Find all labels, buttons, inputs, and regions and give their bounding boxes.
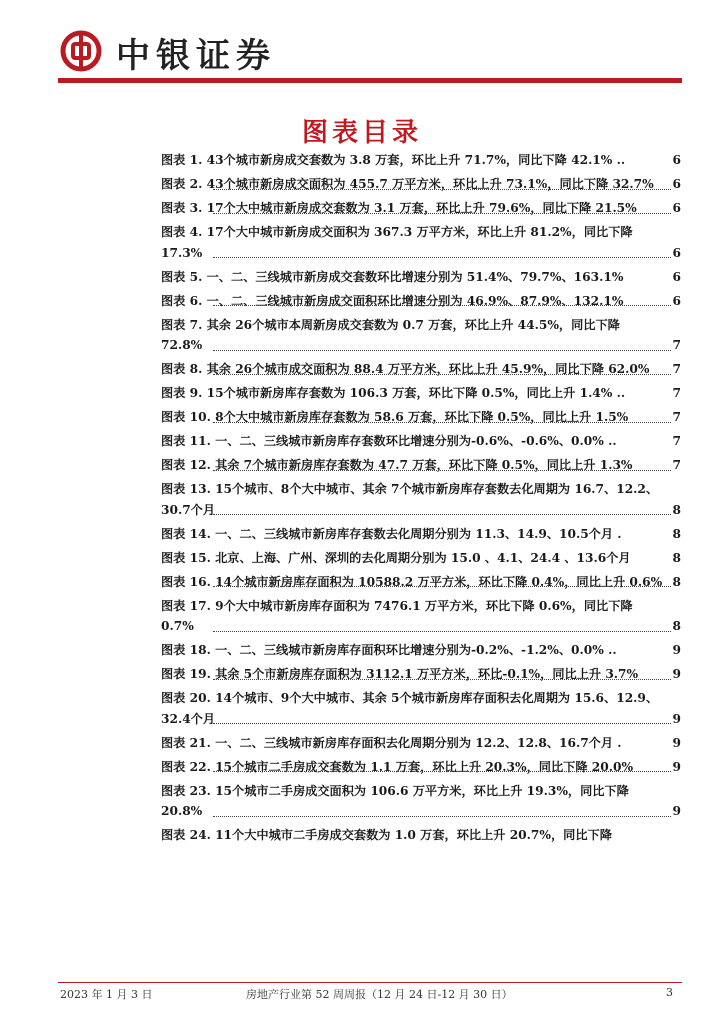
page-title: 图表目录 (301, 118, 422, 148)
toc-entry[interactable] (161, 688, 681, 729)
toc-entry-page: 7 (672, 407, 681, 428)
toc-entry-text: 图表 2. 43个城市新房成交面积为 455.7 万平方米，环比上升 73.1%，同比下降 32.7% (161, 177, 654, 191)
toc-entry[interactable] (161, 407, 681, 428)
toc-leader-dots (213, 470, 671, 471)
toc-entry[interactable] (161, 479, 681, 520)
toc-entry-page: 7 (672, 455, 681, 476)
toc-entry[interactable] (161, 315, 681, 356)
toc-entry-page: 6 (672, 291, 681, 312)
toc-entry-text: 图表 9. 15个城市新房库存套数为 106.3 万套，环比下降 0.5%，同比上升 1.4% .. (161, 386, 626, 400)
toc-leader-dots (213, 679, 671, 680)
toc-entry[interactable] (161, 174, 681, 195)
toc-entry-text: 图表 22. 15个城市二手房成交套数为 1.1 万套，环比上升 20.3%，同比下降 20.0% (161, 759, 634, 774)
toc-entry[interactable] (161, 664, 681, 685)
toc-entry-page: 9 (672, 640, 681, 661)
toc-leader-dots (213, 257, 671, 258)
toc-entry-text: 图表 24. 11个大中城市二手房成交套数为 1.0 万套，环比上升 20.7%，同比下降 (161, 828, 612, 842)
toc-entry-text: 图表 12. 其余 7个城市新房库存套数为 47.7 万套，环比下降 0.5%，同比上升 1.3% (161, 458, 633, 472)
toc-leader-dots (213, 422, 671, 423)
toc-entry-text: 图表 23. 15个城市二手房成交面积为 106.6 万平方米，环比上升 19.3%，同比下降 20.8% (161, 783, 629, 818)
toc-entry-page: 9 (672, 733, 681, 754)
toc-entry[interactable] (161, 267, 681, 288)
table-of-figures (161, 150, 681, 849)
toc-entry-text: 图表 15. 北京、上海、广州、深圳的去化周期分别为 15.0 、4.1、24.4 、13.6个月 (161, 550, 631, 565)
toc-entry-text: 图表 3. 17个大中城市新房成交套数为 3.1 万套，环比上升 79.6%，同比下降 21.5% (161, 201, 637, 215)
footer-report-title: 房地产行业第 52 周周报（12 月 24 日-12 月 30 日） (246, 988, 513, 1001)
toc-leader-dots (213, 723, 671, 724)
toc-entry[interactable] (161, 572, 681, 593)
toc-leader-dots (213, 514, 671, 515)
toc-entry-page: 9 (672, 801, 681, 822)
toc-entry-page: 7 (672, 383, 681, 404)
toc-entry-text: 图表 4. 17个大中城市新房成交面积为 367.3 万平方米，环比上升 81.2%，同比下降 17.3% (161, 225, 633, 260)
toc-entry[interactable] (161, 524, 681, 545)
toc-entry-text: 图表 20. 14个城市、9个大中城市、其余 5个城市新房库存面积去化周期为 15.6、12.9、32.4个月 (161, 691, 659, 726)
toc-entry-text: 图表 7. 其余 26个城市本周新房成交套数为 0.7 万套，环比上升 44.5%，同比下降 72.8% (161, 317, 620, 352)
toc-entry-page: 9 (672, 709, 681, 730)
header-divider (58, 78, 682, 83)
toc-entry-page: 8 (672, 500, 681, 521)
toc-entry-text: 图表 13. 15个城市、8个大中城市、其余 7个城市新房库存套数去化周期为 16.7、12.2、30.7个月 (161, 482, 659, 517)
toc-leader-dots (213, 213, 671, 214)
toc-entry-page: 6 (672, 174, 681, 195)
toc-entry-page: 6 (672, 243, 681, 264)
toc-entry[interactable] (161, 150, 681, 171)
toc-entry-page: 7 (672, 359, 681, 380)
toc-entry-text: 图表 18. 一、二、三线城市新房库存面积环比增速分别为-0.2%、-1.2%、0.0% .. (161, 643, 617, 657)
toc-entry-page: 7 (672, 335, 681, 356)
toc-entry-text: 图表 11. 一、二、三线城市新房库存套数环比增速分别为-0.6%、-0.6%、0.0% .. (161, 434, 617, 448)
toc-leader-dots (213, 631, 671, 632)
toc-entry-page: 9 (672, 757, 681, 778)
toc-entry[interactable] (161, 222, 681, 263)
toc-entry-page: 7 (672, 431, 681, 452)
toc-entry-page: 8 (672, 616, 681, 637)
toc-entry[interactable] (161, 781, 681, 822)
toc-entry[interactable] (161, 359, 681, 380)
toc-entry[interactable] (161, 383, 681, 404)
toc-entry-text: 图表 10. 8个大中城市新房库存套数为 58.6 万套，环比下降 0.5%，同比上升 1.5% (161, 410, 629, 424)
toc-entry[interactable] (161, 198, 681, 219)
footer-page-number: 3 (666, 986, 673, 999)
toc-entry-text: 图表 5. 一、二、三线城市新房成交套数环比增速分别为 51.4%、79.7%、163.1% (161, 269, 624, 284)
toc-entry-text: 图表 17. 9个大中城市新房库存面积为 7476.1 万平方米，环比下降 0.6%，同比下降 0.7% (161, 598, 633, 633)
toc-entry-page: 9 (672, 664, 681, 685)
footer-divider (58, 982, 682, 983)
bank-of-china-logo-icon (60, 30, 102, 72)
toc-entry-page: 6 (672, 150, 681, 171)
toc-leader-dots (213, 189, 671, 190)
toc-entry-page: 8 (672, 524, 681, 545)
toc-entry[interactable] (161, 825, 681, 846)
toc-entry-text: 图表 19. 其余 5个市新房库存面积为 3112.1 万平方米，环比-0.1%，同比上升 3.7% (161, 667, 639, 681)
toc-entry-page: 6 (672, 198, 681, 219)
toc-entry[interactable] (161, 291, 681, 312)
toc-entry[interactable] (161, 548, 681, 569)
brand-name: 中银证券 (116, 36, 276, 76)
toc-leader-dots (213, 350, 671, 351)
toc-entry-text: 图表 14. 一、二、三线城市新房库存套数去化周期分别为 11.3、14.9、10.5个月 . (161, 526, 622, 541)
toc-leader-dots (213, 586, 671, 587)
toc-entry[interactable] (161, 455, 681, 476)
toc-leader-dots (213, 771, 671, 772)
toc-entry-text: 图表 1. 43个城市新房成交套数为 3.8 万套，环比上升 71.7%，同比下降 42.1% .. (161, 153, 626, 167)
toc-entry-text: 图表 6. 一、二、三线城市新房成交面积环比增速分别为 46.9%、87.9%、132.1% (161, 293, 624, 308)
footer-date: 2023 年 1 月 3 日 (60, 988, 153, 1001)
toc-leader-dots (213, 374, 671, 375)
toc-entry-text: 图表 8. 其余 26个城市成交面积为 88.4 万平方米，环比上升 45.9%，同比下降 62.0% (161, 362, 650, 376)
toc-leader-dots (213, 816, 671, 817)
toc-entry[interactable] (161, 640, 681, 661)
toc-entry-page: 6 (672, 267, 681, 288)
toc-entry[interactable] (161, 596, 681, 637)
toc-entry-page: 8 (672, 548, 681, 569)
toc-entry-text: 图表 21. 一、二、三线城市新房库存面积去化周期分别为 12.2、12.8、16.7个月 . (161, 735, 622, 750)
toc-entry[interactable] (161, 757, 681, 778)
toc-leader-dots (213, 305, 671, 306)
page-header (58, 22, 682, 80)
toc-entry-text: 图表 16. 14个城市新房库存面积为 10588.2 万平方米，环比下降 0.4%，同比上升 0.6% (161, 574, 663, 589)
toc-entry[interactable] (161, 431, 681, 452)
toc-entry-page: 8 (672, 572, 681, 593)
toc-entry[interactable] (161, 733, 681, 754)
